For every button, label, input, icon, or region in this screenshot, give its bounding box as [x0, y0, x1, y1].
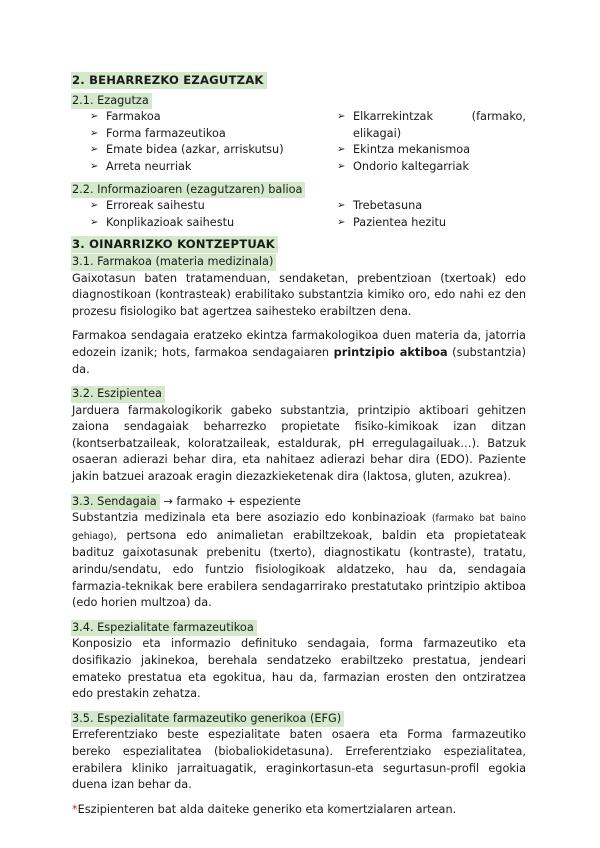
arrow-bullet-icon: ➢: [90, 111, 99, 123]
footnote: *Eszipienteren bat alda daiteke generiko eta komertzialaren artean.: [72, 802, 457, 816]
paragraph-drug-definition: Gaixotasun baten tratamenduan, sendaketan, prebentzioan (txertoak) edo diagnostikoan (kontrasteak) erabilitako substantzia kimiko oro, edo nahi ez den prozesu fisiologiko bat agertzea saihesteko erabiltzen dena.: [72, 271, 526, 318]
arrow-bullet-icon: ➢: [90, 160, 99, 172]
section-3-3-formula: → farmako + espeziente: [159, 494, 301, 508]
list-item: ➢ Trebetasuna: [337, 198, 526, 215]
section-3-2-heading: 3.2. Eszipientea: [71, 386, 165, 403]
section-3-1-heading: 3.1. Farmakoa (materia medizinala): [71, 254, 276, 271]
arrow-bullet-icon: ➢: [90, 127, 99, 139]
paragraph-medicine: Substantzia medizinala eta bere asoziazio edo konbinazioak (farmako bat baino gehiago), pertsona edo animalietan erabiltzekoak, baldin eta propietateak badituz gaixotasunak prebenitu (txerto), diagnostikatu (kontraste), tratatu, arindu/sendatu, edo funtzio fisiologikoak aldatzeko, hau da, sendagaia farmazia-teknikak bere erabilera sendagarrirako prestatutako printzipio aktiboa (edo horien multzoa) da.: [72, 511, 526, 610]
section-2-heading: 2. BEHARREZKO EZAGUTZAK: [71, 72, 267, 89]
list-item: ➢ Farmakoa: [72, 109, 337, 126]
list-item: ➢ Pazientea hezitu: [337, 215, 526, 232]
section-2-1-heading: 2.1. Ezagutza: [71, 93, 152, 110]
asterisk-mark: *: [72, 802, 78, 816]
list-item: ➢ Arreta neurriak: [72, 159, 337, 176]
active-ingredient-term: printzipio aktiboa: [333, 345, 448, 359]
section-3-5-heading: 3.5. Espezialitate farmazeutiko generikoa (EFG): [71, 711, 344, 728]
list-item: ➢ Erroreak saihestu: [72, 198, 337, 215]
information-value-bullets: [72, 198, 526, 231]
arrow-bullet-icon: ➢: [90, 144, 99, 156]
arrow-bullet-icon: ➢: [337, 216, 346, 228]
arrow-bullet-icon: ➢: [337, 144, 346, 156]
paragraph-drug-material: Farmakoa sendagaia eratzeko ekintza farmakologikoa duen materia da, jatorria edozein izanik; hots, farmakoa sendagaiaren printzipio aktiboa (substantzia) da.: [72, 329, 527, 376]
section-3-4-heading: 3.4. Espezialitate farmazeutikoa: [71, 620, 257, 637]
list-item: ➢ Ondorio kaltegarriak: [337, 159, 526, 176]
paragraph-pharma-specialty: Konposizio eta informazio definituko sendagaia, forma farmazeutiko eta dosifikazio jakinekoa, berehala sendatzeko erabiltzeko prestatua, jendeari emateko prestatua eta egokitua, hau da, farmazian erosten den ontziratzea edo prestakin zehatza.: [72, 637, 526, 701]
arrow-bullet-icon: ➢: [337, 160, 346, 172]
paragraph-generic-specialty: Erreferentziako beste espezialitate baten osaera eta Forma farmazeutiko bereko espezialitatea (biobaliokidetasuna). Erreferentziako espezialitatea, erabilera kliniko jarraituagatik, eraginkortasun-eta segurtasun-profil egokia duena izan behar da.: [72, 728, 526, 792]
list-item: ➢ Emate bidea (azkar, arriskutsu): [72, 142, 337, 159]
arrow-bullet-icon: ➢: [337, 200, 346, 212]
knowledge-bullets: [72, 109, 526, 175]
arrow-bullet-icon: ➢: [337, 111, 346, 123]
section-3-3-heading-line: [72, 494, 526, 511]
section-3-heading: 3. OINARRIZKO KONTZEPTUAK: [71, 236, 278, 253]
paragraph-excipient: Jarduera farmakologikorik gabeko substantzia, printzipio aktiboari gehitzen zaiona sendagaiak beharrezko propietate fisiko-kimikoak izan ditzan (kontserbatzaileak, koloratzaileak, estaldurak, pH erregulagailuak…). Batzuk osaeran adierazi behar dira, eta nahitaez adierazi behar dira (EDO). Paziente jakin batzuei arazoak eragin diezazkieketenak dira (laktosa, gluten, azukrea).: [72, 403, 526, 484]
section-2-2-heading: 2.2. Informazioaren (ezagutzaren) balioa: [71, 182, 305, 199]
arrow-bullet-icon: ➢: [90, 216, 99, 228]
section-3-3-heading: 3.3. Sendagaia: [71, 494, 160, 511]
list-item: ➢ Ekintza mekanismoa: [337, 142, 526, 159]
arrow-bullet-icon: ➢: [90, 200, 99, 212]
list-item: ➢ Konplikazioak saihestu: [72, 215, 337, 232]
page-content: [72, 72, 526, 818]
list-item: ➢ Elkarrekintzak (farmako, elikagai): [337, 109, 526, 142]
list-item: ➢ Forma farmazeutikoa: [72, 126, 337, 143]
